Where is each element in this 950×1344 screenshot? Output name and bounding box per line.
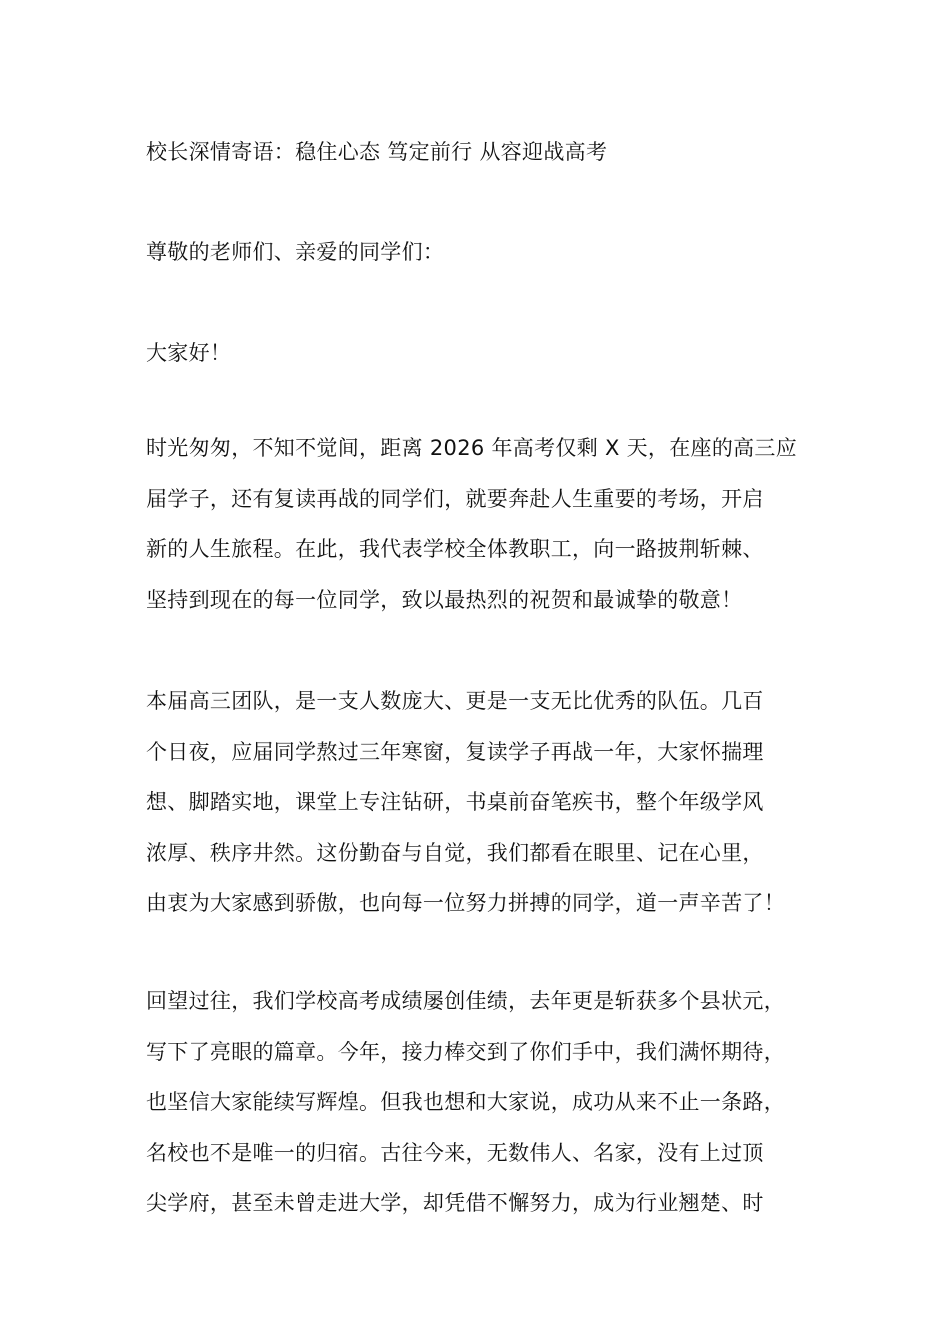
document-title — [146, 127, 836, 178]
greeting — [146, 227, 836, 278]
paragraph-line: 写下了亮眼的篇章。今年，接力棒交到了你们手中，我们满怀期待， — [146, 1039, 785, 1064]
paragraph-line: 回望过往，我们学校高考成绩屡创佳绩，去年更是斩获多个县状元， — [146, 989, 785, 1013]
paragraph-line: 浓厚、秩序井然。这份勤奋与自觉，我们都看在眼里、记在心里， — [146, 840, 764, 865]
paragraph-line: 新的人生旅程。在此，我代表学校全体教职工，向一路披荆斩棘、 — [146, 537, 764, 561]
paragraph-1 — [146, 423, 836, 625]
paragraph-line: 名校也不是唯一的归宿。古往今来，无数伟人、名家，没有上过顶 — [146, 1140, 764, 1165]
paragraph-line: 也坚信大家能续写辉煌。但我也想和大家说，成功从来不止一条路， — [146, 1090, 785, 1114]
hello — [146, 328, 836, 379]
paragraph-line: 由衷为大家感到骄傲，也向每一位努力拼搏的同学，道一声辛苦了！ — [146, 891, 785, 915]
hello-text: 大家好！ — [146, 341, 232, 365]
paragraph-line: 坚持到现在的每一位同学，致以最热烈的祝贺和最诚挚的敬意！ — [146, 587, 743, 612]
title-text: 校长深情寄语：稳住心态 笃定前行 从容迎战高考 — [146, 140, 608, 164]
paragraph-2 — [146, 676, 836, 929]
paragraph-line: 届学子，还有复读再战的同学们，就要奔赴人生重要的考场，开启 — [146, 486, 764, 511]
paragraph-line: 时光匆匆，不知不觉间，距离 2026 年高考仅剩 X 天，在座的高三应 — [146, 436, 798, 460]
paragraph-line: 想、脚踏实地，课堂上专注钻研，书桌前奋笔疾书，整个年级学风 — [146, 790, 764, 814]
paragraph-3 — [146, 976, 836, 1229]
paragraph-line: 个日夜，应届同学熬过三年寒窗，复读学子再战一年，大家怀揣理 — [146, 739, 764, 764]
paragraph-line: 尖学府，甚至未曾走进大学，却凭借不懈努力，成为行业翘楚、时 — [146, 1191, 764, 1215]
greeting-text: 尊敬的老师们、亲爱的同学们： — [146, 240, 445, 264]
paragraph-line: 本届高三团队，是一支人数庞大、更是一支无比优秀的队伍。几百 — [146, 689, 764, 713]
